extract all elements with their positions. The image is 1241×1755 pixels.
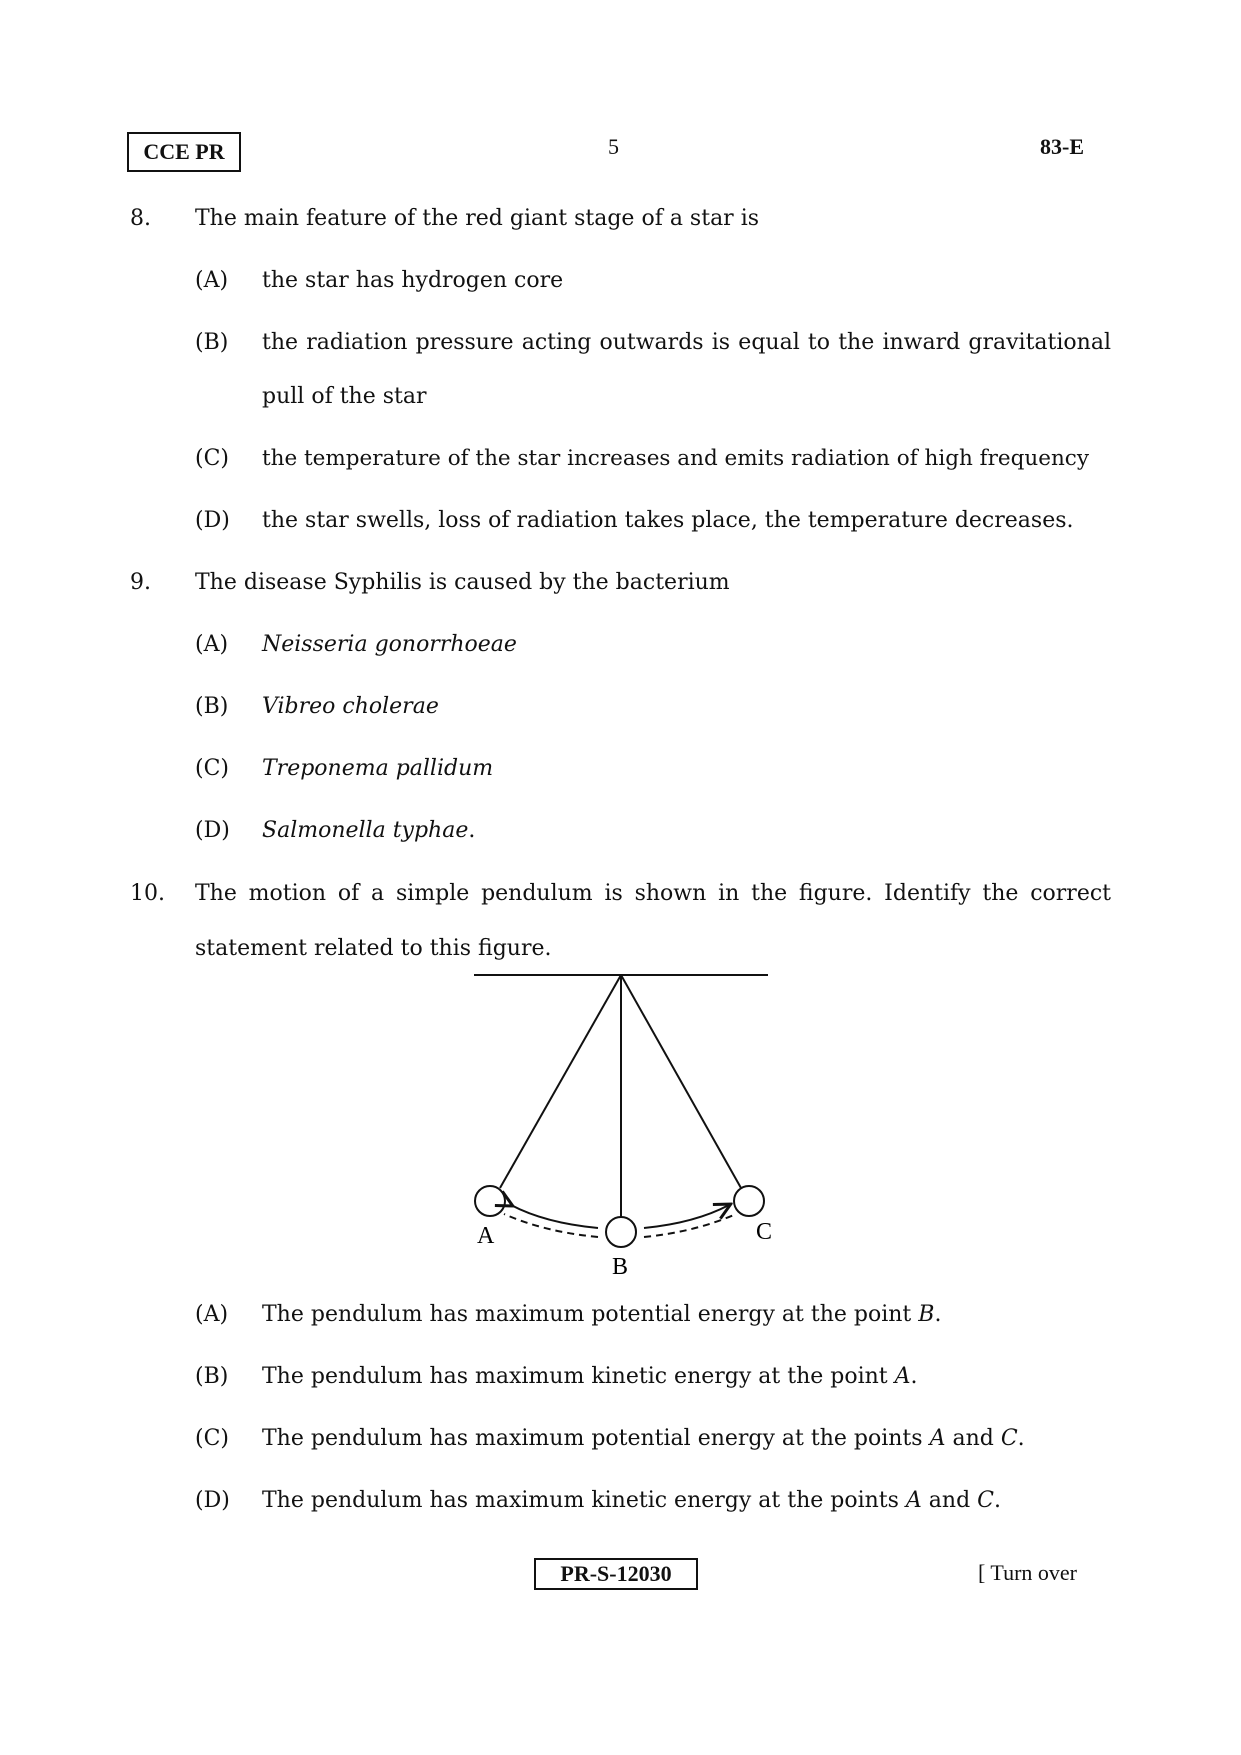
- q8-option-d-text: the star swells, loss of radiation takes place, the temperature decreases.: [262, 508, 1074, 533]
- q8-option-b-text: the radiation pressure acting outwards is equal to the inward gravitational: [262, 330, 1111, 355]
- q10-option-a-end: .: [934, 1302, 942, 1327]
- header-subject: CCE PR: [143, 139, 225, 164]
- q10-option-c-label: (C): [195, 1426, 229, 1451]
- q9-option-d-suffix: .: [468, 818, 476, 843]
- q9-option-d-label: (D): [195, 818, 230, 843]
- header-subject-box: [127, 132, 241, 172]
- q10-option-b-text: [262, 1364, 918, 1389]
- q10-option-b-point: A: [894, 1364, 911, 1389]
- q10-option-c-text: [262, 1426, 1025, 1451]
- q8-option-b-label: (B): [195, 330, 229, 355]
- q9-option-d-name: Salmonella typhae: [262, 818, 469, 843]
- q8-option-c-label: (C): [195, 446, 229, 471]
- arrow-toward-c: [644, 1205, 729, 1228]
- q8-option-b-text-line2: pull of the star: [262, 384, 427, 409]
- q9-option-b-label: (B): [195, 694, 229, 719]
- q10-option-c-end: .: [1017, 1426, 1025, 1451]
- footer-code-box: [534, 1558, 698, 1590]
- q10-option-d-text: [262, 1488, 1001, 1513]
- label-a: A: [477, 1223, 495, 1249]
- question-8-text: The main feature of the red giant stage of a star is: [195, 206, 760, 231]
- q9-option-d-text: [262, 818, 475, 843]
- question-10-number: 10.: [130, 881, 165, 906]
- turn-over-note: [ Turn over: [978, 1560, 1078, 1585]
- q8-option-c-text: the temperature of the star increases and emits radiation of high frequency: [262, 446, 1089, 471]
- q10-option-c-point-2: C: [1000, 1426, 1018, 1451]
- q10-option-c-point-1: A: [929, 1426, 946, 1451]
- arrow-toward-a: [511, 1205, 598, 1228]
- question-9-text: The disease Syphilis is caused by the bacterium: [195, 570, 730, 595]
- label-b: B: [612, 1254, 629, 1280]
- q10-option-b-body: The pendulum has maximum kinetic energy at the point: [262, 1364, 895, 1389]
- pendulum-bob-b: [606, 1217, 636, 1247]
- q10-option-a-label: (A): [195, 1302, 229, 1327]
- question-10-text: The motion of a simple pendulum is shown in the figure. Identify the correct: [195, 881, 1111, 906]
- question-9-number: 9.: [130, 570, 151, 595]
- q10-option-d-body: The pendulum has maximum kinetic energy at the points: [262, 1488, 906, 1513]
- footer-code: PR-S-12030: [560, 1561, 672, 1586]
- q10-option-d-end: .: [994, 1488, 1002, 1513]
- q8-option-d-label: (D): [195, 508, 230, 533]
- label-c: C: [756, 1219, 773, 1245]
- q9-option-a-text: Neisseria gonorrhoeae: [262, 632, 517, 657]
- q8-option-a-label: (A): [195, 268, 229, 293]
- q10-option-a-point: B: [918, 1302, 935, 1327]
- q10-option-d-point-2: C: [977, 1488, 995, 1513]
- q8-option-a-text: the star has hydrogen core: [262, 268, 564, 293]
- q10-option-d-label: (D): [195, 1488, 230, 1513]
- q9-option-a-label: (A): [195, 632, 229, 657]
- q10-option-b-end: .: [910, 1364, 918, 1389]
- q10-option-a-text: [262, 1302, 941, 1327]
- question-10-text-line2: statement related to this figure.: [195, 936, 552, 961]
- q9-option-c-text: Treponema pallidum: [262, 756, 494, 781]
- q9-option-b-text: Vibreo cholerae: [262, 694, 439, 719]
- q10-option-d-point-1: A: [905, 1488, 922, 1513]
- q10-option-b-label: (B): [195, 1364, 229, 1389]
- q10-option-c-body: The pendulum has maximum potential energy at the points: [262, 1426, 930, 1451]
- pendulum-string-c: [621, 975, 741, 1188]
- question-8-number: 8.: [130, 206, 151, 231]
- pendulum-string-a: [500, 975, 621, 1188]
- page-number: 5: [608, 134, 619, 159]
- paper-code: 83-E: [1040, 134, 1084, 159]
- q9-option-c-label: (C): [195, 756, 229, 781]
- pendulum-figure: [450, 960, 790, 1280]
- q10-option-a-body: The pendulum has maximum potential energy at the point: [262, 1302, 919, 1327]
- q10-option-d-mid: and: [921, 1488, 978, 1513]
- pendulum-bob-c: [734, 1186, 764, 1216]
- q10-option-c-mid: and: [945, 1426, 1001, 1451]
- pendulum-bob-a: [475, 1186, 505, 1216]
